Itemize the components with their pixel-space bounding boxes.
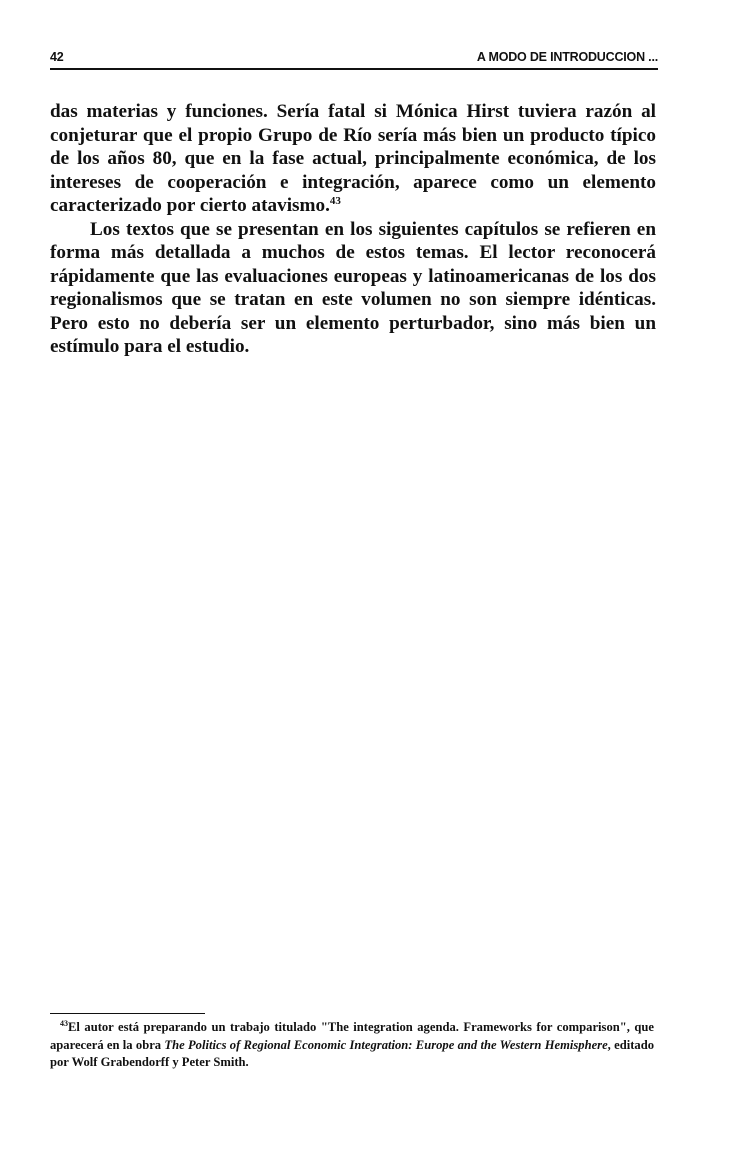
footnote-book-title: The Politics of Regional Economic Integration: Europe and the Western Hemisphere <box>164 1037 608 1052</box>
footnote-number: 43 <box>60 1019 68 1028</box>
paragraph-1-text: das materias y funciones. Sería fatal si Mónica Hirst tuviera razón al conjeturar que el propio Grupo de Río sería más bien un producto típico de los años 80, que en la fase actual, principalmente económica, de los intereses de cooperación e integración, aparece como un elemento caracterizado por cierto atavismo. <box>50 101 656 216</box>
running-header <box>50 50 658 70</box>
running-title: A MODO DE INTRODUCCION ... <box>476 50 658 64</box>
page-number: 42 <box>50 50 64 64</box>
paragraph-2 <box>50 218 656 359</box>
footnote-text-before: El autor está preparando un trabajo titulado "The integration agenda. Frameworks for comparison", que aparecerá en la obra <box>50 1020 654 1052</box>
paragraph-2-text: Los textos que se presentan en los siguientes capítulos se refieren en forma más detallada a muchos de estos temas. El lector reconocerá rápidamente que las evaluaciones europeas y latinoamericanas de los dos regionalismos que se tratan en este volumen no son siempre idénticas. Pero esto no debería ser un elemento perturbador, sino más bien un estímulo para el estudio. <box>50 218 656 357</box>
header-rule <box>50 68 658 70</box>
footnote-text-after: , editado por Wolf Grabendorff y Peter Smith. <box>50 1037 655 1069</box>
footnote-rule <box>50 1013 205 1014</box>
footnote <box>50 1019 654 1072</box>
body-text <box>50 100 656 359</box>
footnote-reference[interactable]: 43 <box>329 195 341 207</box>
paragraph-1 <box>50 100 656 218</box>
